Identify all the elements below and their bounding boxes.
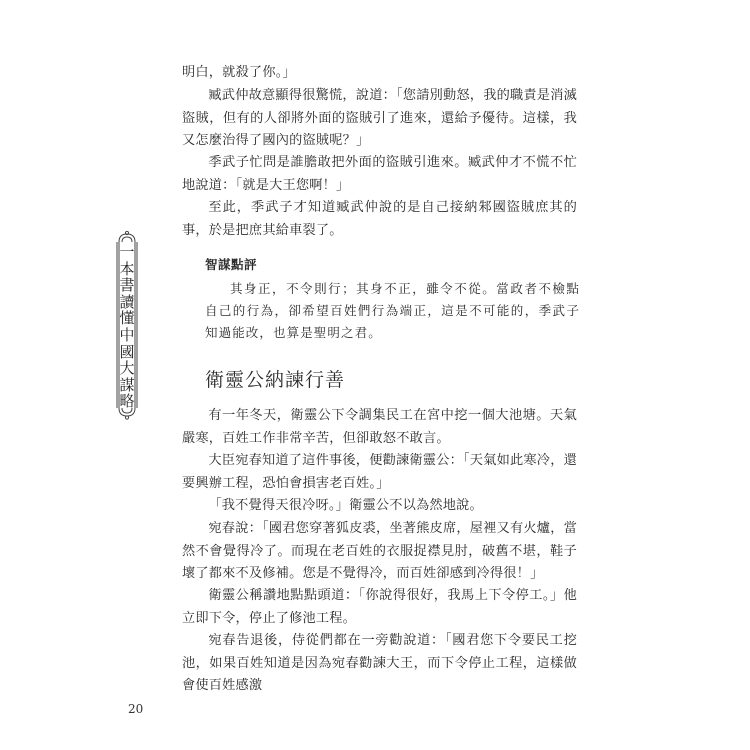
paragraph: 至此，季武子才知道臧武仲說的是自己接納邾國盜賊庶其的事，於是把庶其給車裂了。: [182, 200, 577, 238]
paragraph: 宛春說：「國君您穿著狐皮裘，坐著熊皮席，屋裡又有火爐，當然不會覺得冷了。而現在老百姓的衣服捉襟見肘，破舊不堪，鞋子壞了都來不及修補。您是不覺得冷，而百姓卻感到冷得很！」: [182, 521, 577, 581]
side-title-char: 大: [119, 359, 135, 378]
side-title-char: 懂: [119, 309, 135, 328]
commentary-heading: 智謀點評: [205, 257, 258, 272]
paragraph: 明白，就殺了你。」: [182, 65, 296, 80]
paragraph: 「我不覺得天很冷呀。」衛靈公不以為然地說。: [208, 498, 483, 513]
page-number: 20: [128, 702, 144, 716]
side-title-char: 一: [119, 243, 135, 261]
paragraph: 宛春告退後，侍從們都在一旁勸說道：「國君您下令要民工挖池，如果百姓知道是因為宛春勸諫大王，而下令停止工程，這樣做會使百姓感激: [182, 633, 577, 693]
side-title-char: 本: [119, 259, 135, 278]
side-title-banner: [113, 230, 141, 420]
side-title-char: 謀: [119, 375, 135, 394]
paragraph: 衛靈公稱讚地點點頭道：「你說得很好，我馬上下令停工。」他立即下令，停止了修池工程。: [182, 588, 577, 626]
side-title-char: 中: [119, 325, 135, 344]
paragraph: 臧武仲故意顯得很驚慌，說道：「您請別動怒，我的職責是消滅盜賊，但有的人卻將外面的盜賊引了進來，還給予優待。這樣，我又怎麼治得了國內的盜賊呢？」: [182, 88, 577, 148]
paragraph: 大臣宛春知道了這件事後，便勸諫衛靈公：「天氣如此寒冷，還要興辦工程，恐怕會損害老百姓。」: [182, 453, 577, 491]
section-title: 衛靈公納諫行善: [205, 369, 346, 391]
side-title-char: 書: [119, 276, 135, 295]
side-title-char: 略: [119, 392, 135, 411]
commentary-text: 其身正，不令則行；其身不正，雖令不從。當政者不檢點自己的行為，卻希望百姓們行為端正，這是不可能的，季武子知過能改，也算是聖明之君。: [205, 281, 580, 340]
side-title-char: 讀: [119, 292, 135, 311]
paragraph: 季武子忙問是誰膽敢把外面的盜賊引進來。臧武仲才不慌不忙地說道：「就是大王您啊！」: [182, 155, 577, 193]
side-book-title: [113, 244, 141, 410]
side-title-char: 國: [119, 342, 135, 361]
paragraph: 有一年冬天，衛靈公下令調集民工在宮中挖一個大池塘。天氣嚴寒，百姓工作非常辛苦，但卻敢怒不敢言。: [182, 408, 577, 446]
